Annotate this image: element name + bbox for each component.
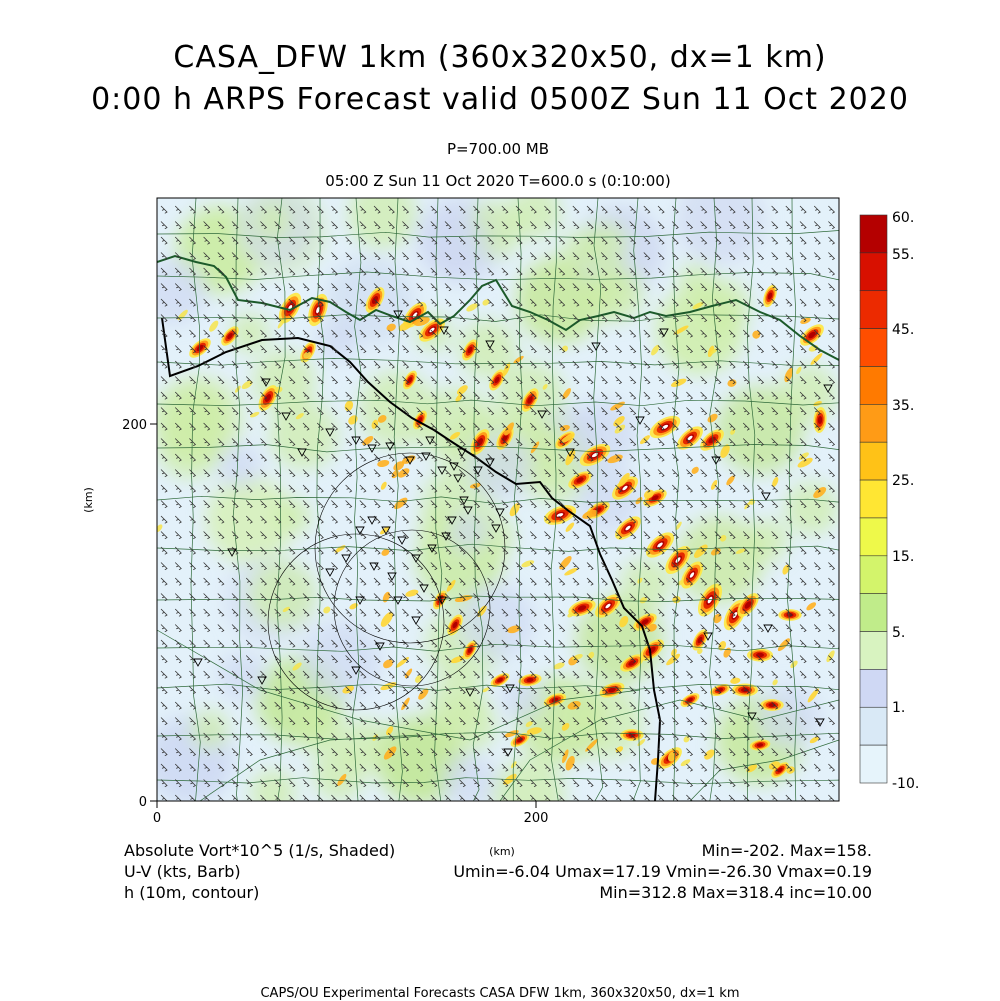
y-axis-label: (km) xyxy=(82,487,95,513)
figure-title-line2: 0:00 h ARPS Forecast valid 0500Z Sun 11 Oct 2020 xyxy=(91,82,909,117)
footer-contour-range: Min=312.8 Max=318.4 inc=10.00 xyxy=(599,883,872,902)
pressure-level-label: P=700.00 MB xyxy=(446,140,550,158)
colorbar-label: 15. xyxy=(892,549,915,565)
x-tick-label-200: 200 xyxy=(523,811,549,826)
vorticity-wash-blob xyxy=(785,482,838,535)
colorbar-box xyxy=(860,669,887,707)
map-plot-area xyxy=(140,176,839,831)
colorbar-label: 25. xyxy=(892,473,915,489)
colorbar-label: 1. xyxy=(892,700,906,716)
colorbar-label: 35. xyxy=(892,398,915,414)
colorbar-box xyxy=(860,707,887,745)
colorbar-box xyxy=(860,556,887,594)
colorbar-box xyxy=(860,480,887,518)
vorticity-cell xyxy=(778,609,801,621)
vorticity-wash-blob xyxy=(339,719,392,772)
footer-barb-field: U-V (kts, Barb) xyxy=(124,862,241,881)
vorticity-wash-blob xyxy=(217,444,261,488)
vorticity-wash-blob xyxy=(440,696,497,753)
colorbar-box xyxy=(860,442,887,480)
vorticity-wash-blob xyxy=(676,176,764,264)
footer-shaded-range: Min=-202. Max=158. xyxy=(701,841,872,860)
colorbar-box xyxy=(860,632,887,670)
y-tick-label-200: 200 xyxy=(122,418,147,433)
colorbar-box xyxy=(860,215,887,253)
x-axis-label: (km) xyxy=(489,845,515,858)
colorbar-label: 60. xyxy=(892,210,915,226)
colorbar-box xyxy=(860,404,887,442)
vorticity-cell xyxy=(760,699,783,711)
footer-wind-range: Umin=-6.04 Umax=17.19 Vmin=-26.30 Vmax=0.19 xyxy=(453,862,872,881)
colorbar-label: -10. xyxy=(892,776,920,792)
vorticity-wash-blob xyxy=(250,769,296,815)
colorbar-label: 5. xyxy=(892,625,906,641)
colorbar-box xyxy=(860,291,887,329)
valid-time-label: 05:00 Z Sun 11 Oct 2020 T=600.0 s (0:10:00) xyxy=(325,172,671,190)
colorbar-label: 55. xyxy=(892,247,915,263)
vorticity-wash-blob xyxy=(140,258,207,325)
vorticity-wash-blob xyxy=(254,202,291,239)
colorbar-box xyxy=(860,594,887,632)
colorbar-box xyxy=(860,366,887,404)
vorticity-wash-blob xyxy=(348,180,417,249)
colorbar xyxy=(860,210,919,792)
vorticity-wash-blob xyxy=(248,560,317,629)
colorbar-box xyxy=(860,253,887,291)
vorticity-wash-blob xyxy=(316,320,358,362)
colorbar-box xyxy=(860,518,887,556)
colorbar-box xyxy=(860,329,887,367)
figure-title-line1: CASA_DFW 1km (360x320x50, dx=1 km) xyxy=(173,40,827,75)
vorticity-wash-blob xyxy=(190,710,229,749)
credit-line: CAPS/OU Experimental Forecasts CASA DFW 1km, 360x320x50, dx=1 km xyxy=(260,986,740,1001)
x-tick-label-0: 0 xyxy=(152,811,162,826)
footer-contour-field: h (10m, contour) xyxy=(124,883,260,902)
colorbar-box xyxy=(860,745,887,783)
footer-shaded-field: Absolute Vort*10^5 (1/s, Shaded) xyxy=(124,841,396,860)
colorbar-label: 45. xyxy=(892,322,915,338)
vorticity-cell-core xyxy=(756,653,764,657)
y-tick-label-0: 0 xyxy=(138,795,147,810)
vorticity-wash-blob xyxy=(745,519,788,562)
